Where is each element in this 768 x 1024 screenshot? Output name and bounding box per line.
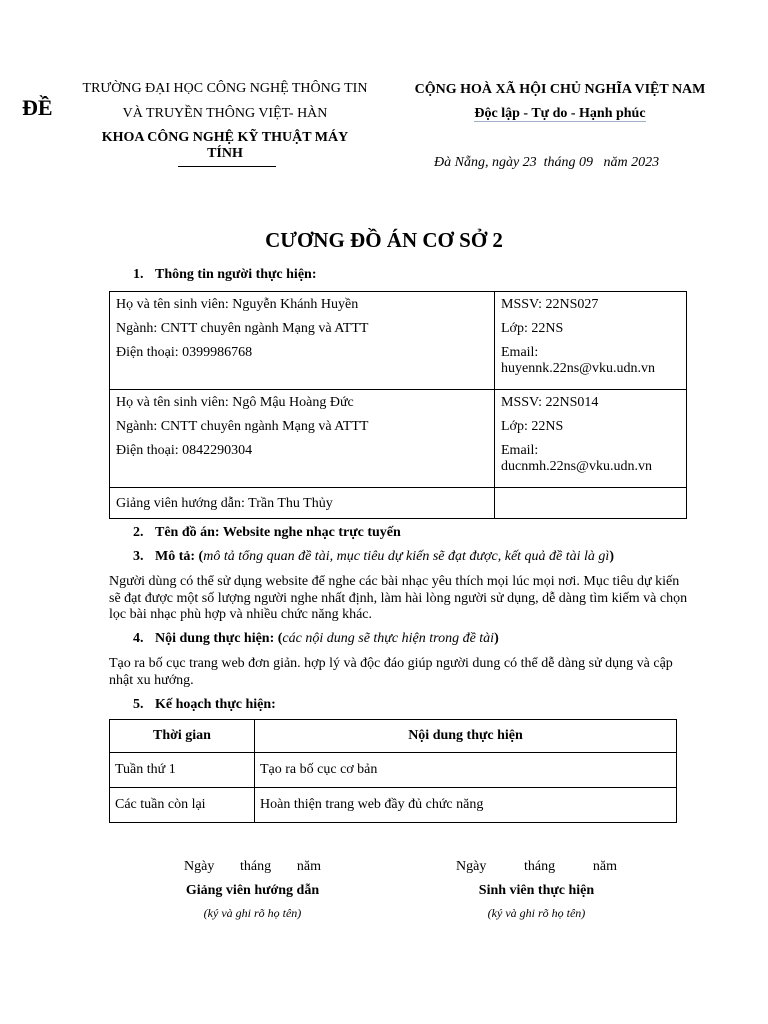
empty-cell [495,488,687,519]
student-email: huyennk.22ns@vku.udn.vn [501,361,656,376]
date-word-year: năm [296,859,321,874]
plan-header-time: Thời gian [110,720,255,753]
section-3-heading [133,549,614,565]
student-details-cell [110,390,495,488]
advisor-signature-block [155,859,350,921]
student-role: Sinh viên thực hiện [478,883,595,898]
student-signature-block [439,859,634,921]
plan-content-cell: Hoàn thiện trang web đầy đủ chức năng [255,788,677,823]
student-mssv: MSSV: 22NS014 [501,395,599,410]
section-number: 1. [133,267,144,282]
student-email-label: Email: [501,345,539,360]
plan-table [109,719,677,823]
student-row [110,292,687,390]
student-id-cell [495,292,687,390]
national-motto [398,106,722,122]
section-label: Nội dung thực hiện: ( [155,631,283,646]
motto-text: Độc lập - Tự do - Hạnh phúc [474,106,646,121]
section-number: 3. [133,549,144,564]
plan-time-cell: Tuần thứ 1 [110,753,255,788]
date-word-month: tháng [240,859,272,874]
date-word-day: Ngày [184,859,215,874]
plan-time-cell: Các tuần còn lại [110,788,255,823]
student-name: Họ và tên sinh viên: Nguyễn Khánh Huyền [116,297,359,312]
section-number: 5. [133,697,144,712]
section-label: Kế hoạch thực hiện: [155,697,276,712]
section-5-heading [133,697,276,713]
section-2-heading [133,525,401,541]
student-phone: Điện thoại: 0399986768 [116,345,253,360]
section-label: Thông tin người thực hiện: [155,267,317,282]
section-close: ) [609,549,614,564]
student-phone: Điện thoại: 0842290304 [116,443,253,458]
student-class: Lớp: 22NS [501,321,564,336]
nation-title: CỘNG HOÀ XÃ HỘI CHỦ NGHĨA VIỆT NAM [414,82,706,97]
university-name-line2: VÀ TRUYỀN THÔNG VIỆT- HÀN [122,106,328,121]
student-info-table [109,291,687,519]
section-close: ) [494,631,499,646]
document-title: CƯƠNG ĐỒ ÁN CƠ SỞ 2 [265,228,503,252]
plan-header-row [110,720,677,753]
section-number: 2. [133,525,144,540]
section-hint: các nội dung sẽ thực hiện trong đề tài [282,631,495,646]
faculty-underline [178,166,276,167]
student-id-cell [495,390,687,488]
signature-date-line [456,859,617,875]
section-hint: mô tả tổng quan đề tài, mục tiêu dự kiến sẽ đạt được, kết quả đề tài là gì [203,549,610,564]
student-email: ducnmh.22ns@vku.udn.vn [501,459,652,474]
advisor-row [110,488,687,519]
section-label: Tên đồ án: Website nghe nhạc trực tuyến [155,525,401,540]
plan-header-content: Nội dung thực hiện [255,720,677,753]
content-paragraph: Tạo ra bố cục trang web đơn giản. hợp lý và độc đáo giúp người dung có thể dễ dàng sử dụng và cập nhật xu hướng. [109,656,673,688]
faculty-name: KHOA CÔNG NGHỆ KỸ THUẬT MÁY TÍNH [101,130,349,161]
advisor-cell: Giảng viên hướng dẫn: Trần Thu Thủy [110,488,495,519]
student-details-cell [110,292,495,390]
advisor-role: Giảng viên hướng dẫn [185,883,320,898]
section-number: 4. [133,631,144,646]
signature-date-line [184,859,321,875]
date-word-year: năm [592,859,617,874]
section-1-heading [133,267,316,283]
section-4-heading [133,631,499,647]
student-email-label: Email: [501,443,539,458]
section-label: Mô tả: ( [155,549,204,564]
document-date: Đà Nẵng, ngày 23 tháng 09 năm 2023 [434,155,660,170]
description-paragraph: Người dùng có thể sử dụng website để nghe các bài nhạc yêu thích mọi lúc mọi nơi. Mục tiêu dự kiến sẽ đạt được một số lượng người nghe nhất định, làm hài lòng người sử dụng, dễ dàng tìm kiếm và chọn lọc bài nhạc phù hợp và nhiều chức năng khác. [109,574,688,622]
student-class: Lớp: 22NS [501,419,564,434]
plan-row [110,788,677,823]
plan-content-cell: Tạo ra bố cục cơ bản [255,753,677,788]
signature-note: (ký và ghi rõ họ tên) [203,906,302,920]
student-name: Họ và tên sinh viên: Ngô Mậu Hoàng Đức [116,395,354,410]
date-word-day: Ngày [456,859,487,874]
student-major: Ngành: CNTT chuyên ngành Mạng và ATTT [116,419,369,434]
university-name-line1: TRƯỜNG ĐẠI HỌC CÔNG NGHỆ THÔNG TIN [82,81,368,96]
date-word-month: tháng [524,859,556,874]
document-tag: ĐỀ [22,95,53,120]
student-mssv: MSSV: 22NS027 [501,297,599,312]
signature-note: (ký và ghi rõ họ tên) [487,906,586,920]
student-major: Ngành: CNTT chuyên ngành Mạng và ATTT [116,321,369,336]
student-row [110,390,687,488]
plan-row [110,753,677,788]
